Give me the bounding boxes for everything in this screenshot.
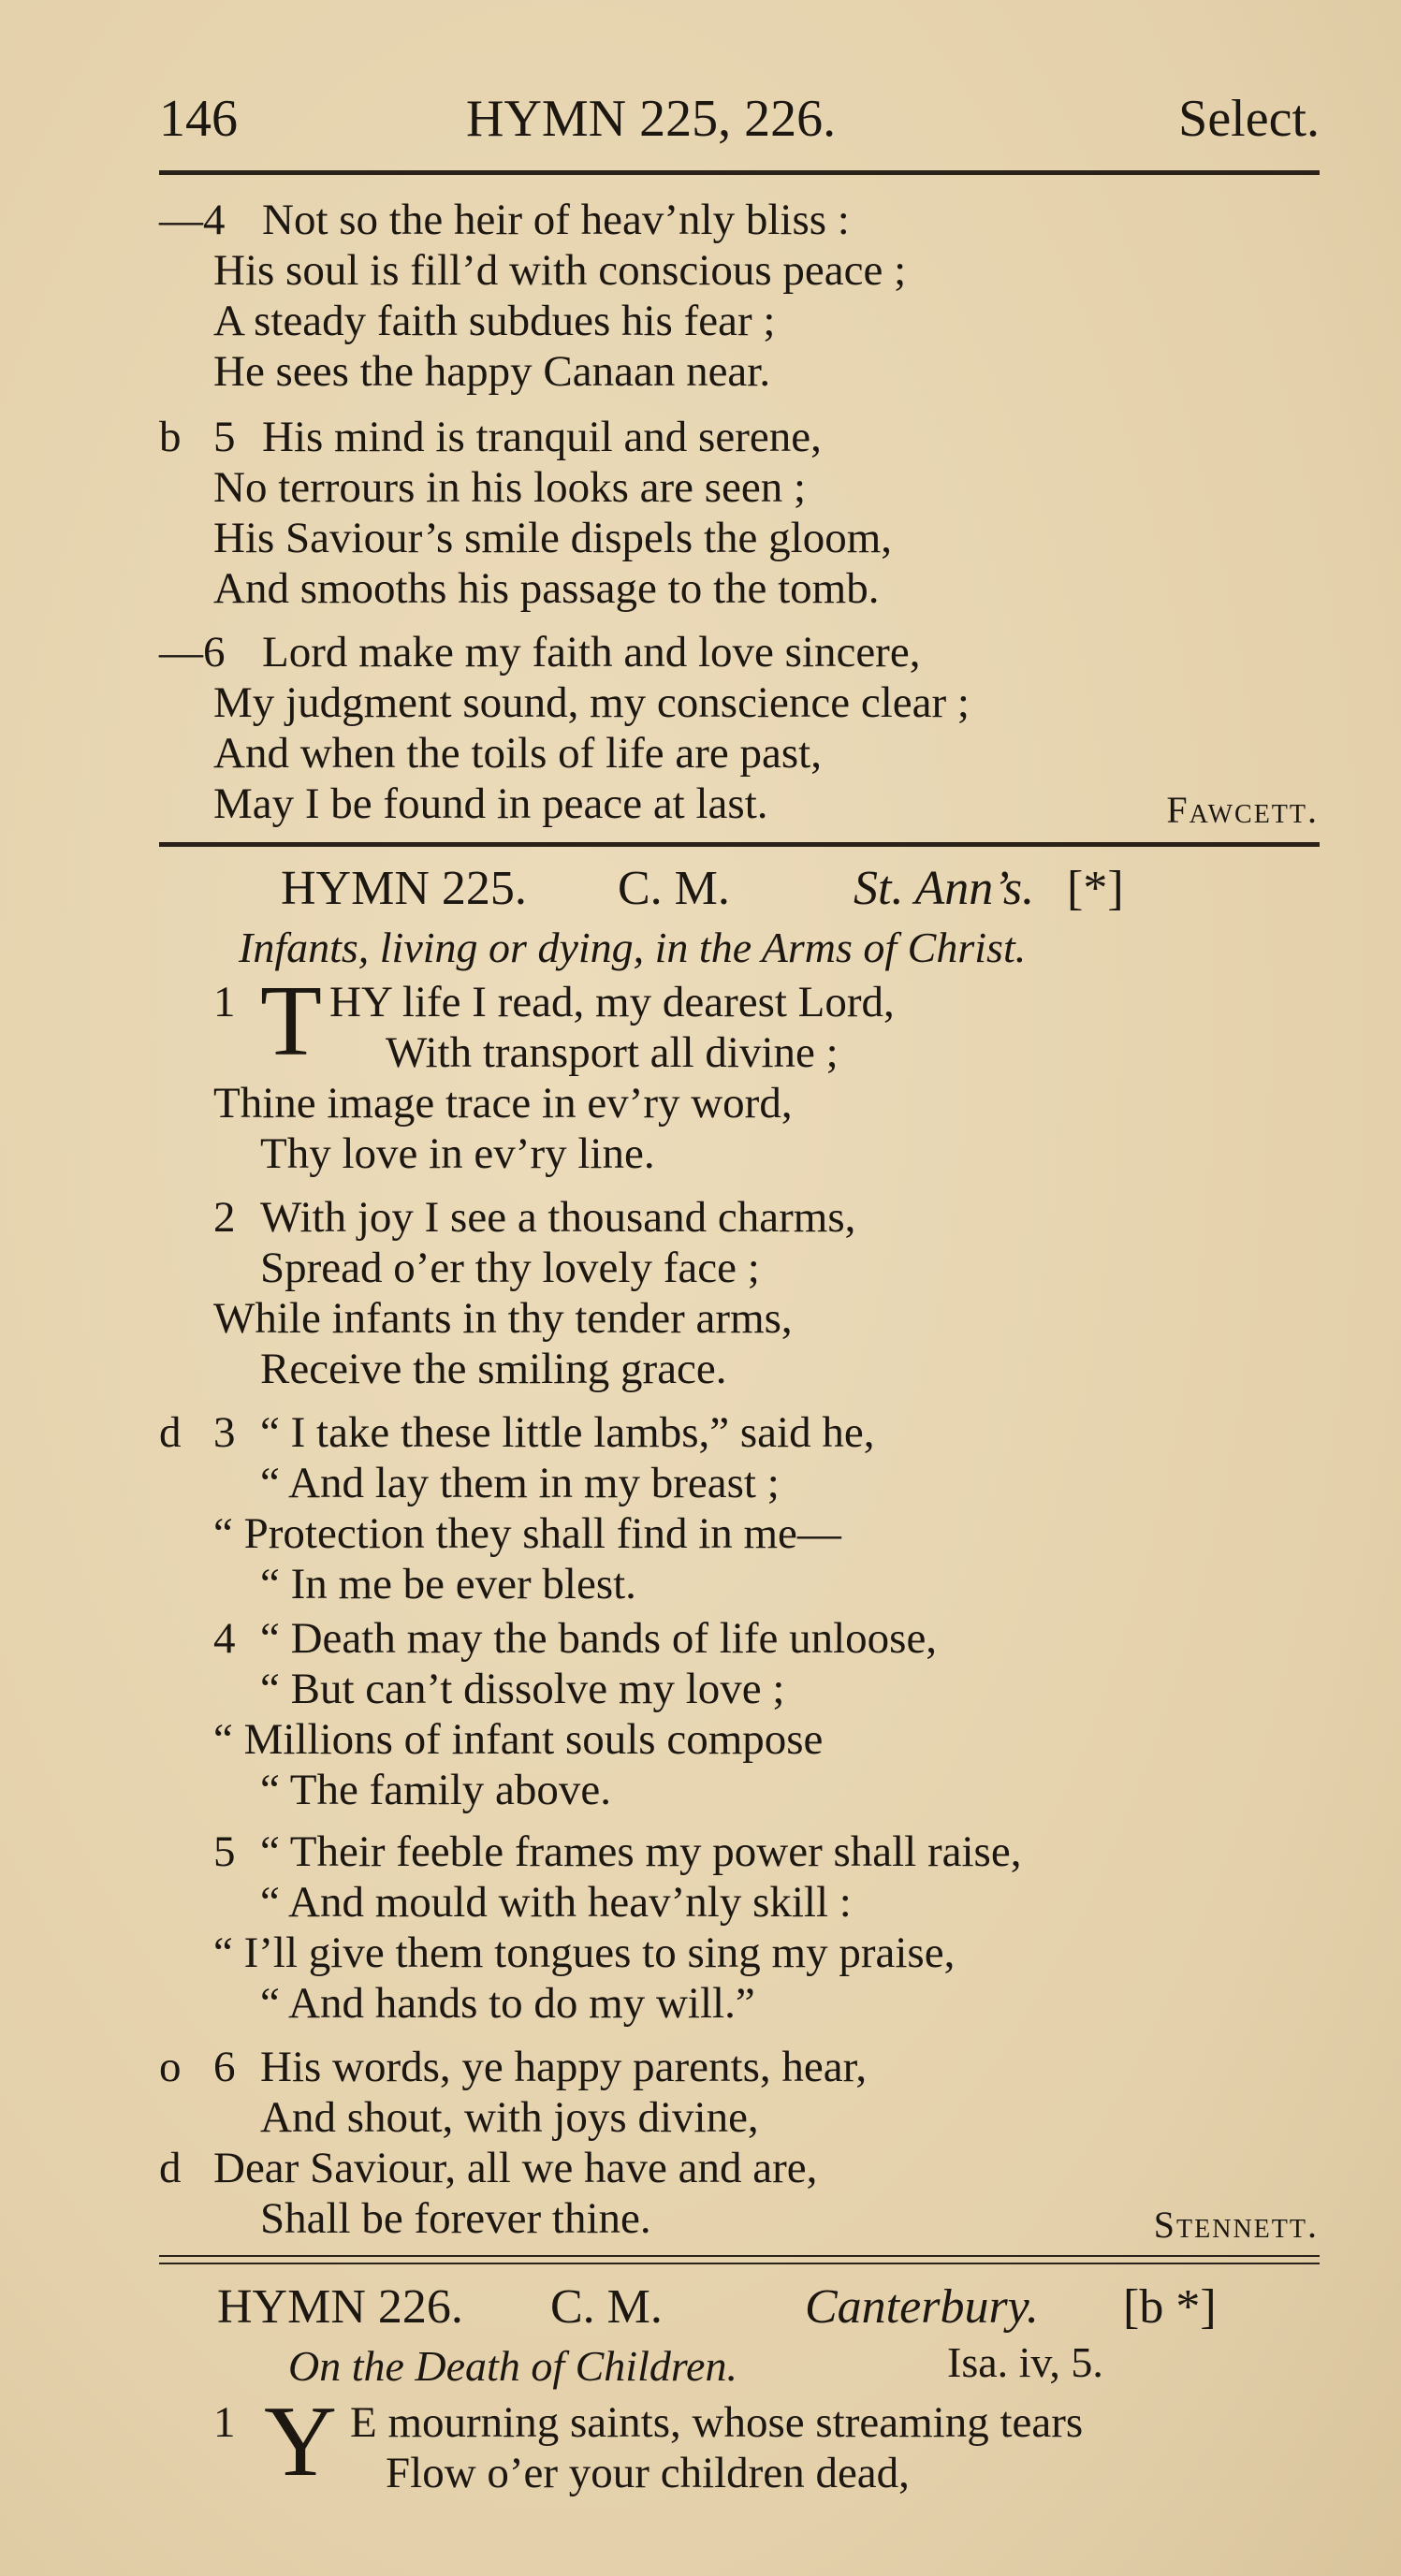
header-rule [159, 170, 1320, 175]
drop-cap: T [260, 966, 322, 1077]
hymn-meter: C. M. [618, 862, 730, 915]
verse-line: A steady faith subdues his fear ; [213, 297, 776, 345]
stanza-number: 4 [213, 1614, 236, 1663]
verse-line: HY life I read, my dearest Lord, [329, 978, 895, 1026]
scripture-reference: Isa. iv, 5. [947, 2338, 1103, 2386]
verse-line: Flow o’er your children dead, [386, 2449, 910, 2497]
verse-line: His Saviour’s smile dispels the gloom, [213, 514, 893, 562]
verse-line: Dear Saviour, all we have and are, [213, 2144, 818, 2192]
verse-line: “ I’ll give them tongues to sing my praise, [213, 1928, 956, 1977]
verse-line: My judgment sound, my conscience clear ; [213, 678, 970, 727]
dynamic-mark: d [159, 2144, 182, 2192]
hymn-tune: St. Ann’s. [854, 862, 1035, 915]
verse-line: May I be found in peace at last. [213, 779, 768, 828]
verse-line: “ And hands to do my will.” [260, 1979, 755, 2028]
dynamic-mark: o [159, 2043, 182, 2091]
verse-line: “ Death may the bands of life unloose, [260, 1614, 938, 1663]
stanza-number: 5 [213, 1827, 236, 1876]
stanza-number: —4 [159, 196, 226, 244]
stanza-number: 6 [213, 2043, 236, 2091]
hymn-number: HYMN 225. [281, 862, 527, 915]
author-attribution: Stennett. [1153, 2204, 1319, 2246]
section-label: Select. [1178, 90, 1320, 148]
stanza-number: 5 [213, 413, 236, 461]
drop-cap: Y [264, 2386, 337, 2497]
dynamic-mark: b [159, 413, 182, 461]
verse-line: “ In me be ever blest. [260, 1560, 636, 1608]
verse-line: Lord make my faith and love sincere, [262, 628, 921, 677]
verse-line: And shout, with joys divine, [260, 2093, 759, 2142]
verse-line: His mind is tranquil and serene, [262, 413, 822, 461]
verse-line: “ And lay them in my breast ; [260, 1459, 780, 1507]
verse-line: “ And mould with heav’nly skill : [260, 1878, 852, 1927]
hymn-divider-top [159, 2255, 1320, 2257]
page-header [159, 89, 1320, 164]
stanza-number: 1 [213, 2398, 236, 2447]
author-attribution: Fawcett. [1166, 789, 1319, 831]
verse-line: Thine image trace in ev’ry word, [213, 1079, 793, 1128]
verse-line: No terrours in his looks are seen ; [213, 463, 807, 512]
verse-line: His soul is fill’d with conscious peace ; [213, 246, 907, 295]
hymn-marker: [b *] [1123, 2280, 1217, 2334]
hymn-subtitle: Infants, living or dying, in the Arms of Christ. [239, 924, 1027, 971]
stanza-number: 3 [213, 1408, 236, 1457]
verse-line: Shall be forever thine. [260, 2194, 651, 2243]
verse-line: Spread o’er thy lovely face ; [260, 1244, 760, 1292]
verse-line: While infants in thy tender arms, [213, 1294, 793, 1343]
dynamic-mark: d [159, 1408, 182, 1457]
verse-line: He sees the happy Canaan near. [213, 347, 771, 396]
verse-line: With joy I see a thousand charms, [260, 1193, 856, 1242]
verse-line: “ But can’t dissolve my love ; [260, 1665, 785, 1713]
verse-line: With transport all divine ; [386, 1028, 839, 1077]
verse-line: Not so the heir of heav’nly bliss : [262, 196, 850, 244]
stanza-number: —6 [159, 628, 226, 677]
verse-line: “ Protection they shall find in me— [213, 1509, 841, 1558]
hymn-tune: Canterbury. [805, 2280, 1039, 2334]
stanza-number: 2 [213, 1193, 236, 1242]
running-title: HYMN 225, 226. [466, 90, 837, 148]
hymn-marker: [*] [1067, 862, 1124, 915]
verse-line: Receive the smiling grace. [260, 1345, 727, 1393]
verse-line: And smooths his passage to the tomb. [213, 564, 880, 613]
hymn-subtitle: On the Death of Children. [288, 2342, 737, 2390]
hymn-number: HYMN 226. [217, 2280, 463, 2334]
hymn-divider [159, 842, 1320, 847]
verse-line: His words, ye happy parents, hear, [260, 2043, 868, 2091]
verse-line: E mourning saints, whose streaming tears [350, 2398, 1084, 2447]
verse-line: “ Their feeble frames my power shall raise, [260, 1827, 1022, 1876]
verse-line: Thy love in ev’ry line. [260, 1129, 655, 1178]
verse-line: “ Millions of infant souls compose [213, 1715, 824, 1764]
verse-line: And when the toils of life are past, [213, 729, 822, 778]
hymn-meter: C. M. [550, 2280, 663, 2334]
verse-line: “ I take these little lambs,” said he, [260, 1408, 875, 1457]
page-number: 146 [159, 90, 238, 148]
verse-line: “ The family above. [260, 1766, 611, 1814]
hymn-divider-bottom [159, 2263, 1320, 2264]
stanza-number: 1 [213, 978, 236, 1026]
